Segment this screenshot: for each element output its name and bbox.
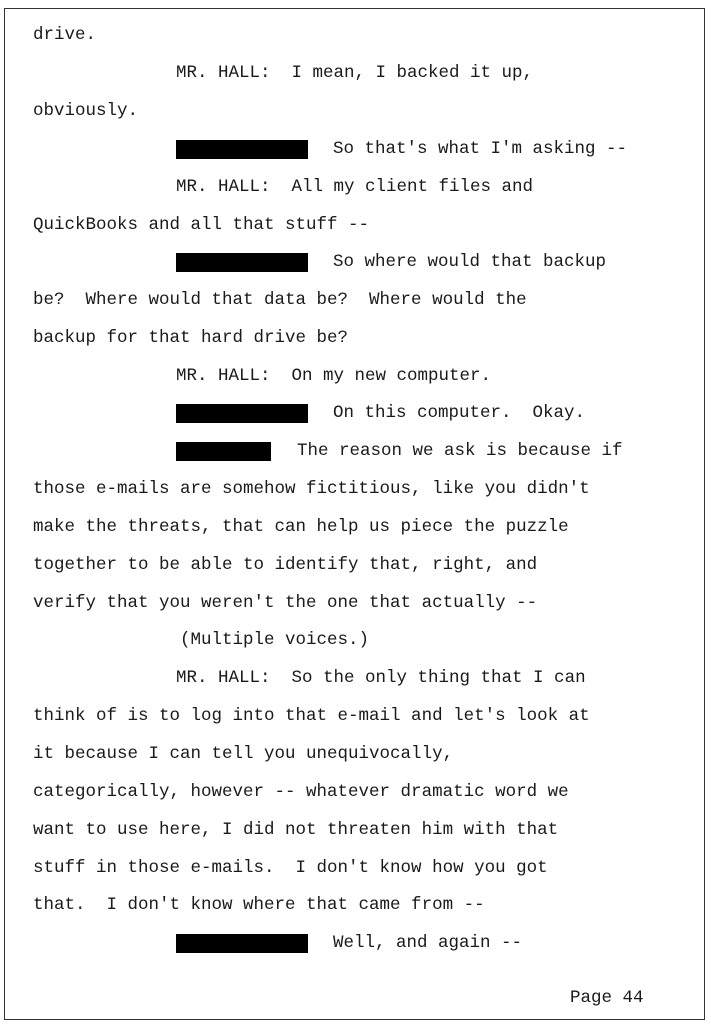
page-number: Page 44 — [570, 988, 644, 1008]
transcript-line: (Multiple voices.) — [180, 630, 370, 650]
transcript-line: together to be able to identify that, right, and — [33, 555, 538, 575]
transcript-line: that. I don't know where that came from -- — [33, 895, 485, 915]
transcript-line: backup for that hard drive be? — [33, 328, 349, 348]
transcript-line: be? Where would that data be? Where would the — [33, 290, 527, 310]
transcript-line: On this computer. Okay. — [333, 403, 586, 423]
transcript-line: MR. HALL: On my new computer. — [176, 366, 492, 386]
transcript-line: So that's what I'm asking -- — [333, 139, 628, 159]
transcript-line: The reason we ask is because if — [297, 441, 623, 461]
transcript-line: Well, and again -- — [333, 933, 523, 953]
redaction-block — [176, 934, 308, 953]
transcript-line: those e-mails are somehow fictitious, like you didn't — [33, 479, 590, 499]
transcript-line: verify that you weren't the one that actually -- — [33, 593, 538, 613]
transcript-line: make the threats, that can help us piece the puzzle — [33, 517, 569, 537]
transcript-line: MR. HALL: All my client files and — [176, 177, 534, 197]
transcript-line: categorically, however -- whatever dramatic word we — [33, 782, 569, 802]
transcript-line: obviously. — [33, 101, 139, 121]
redaction-block — [176, 253, 308, 272]
transcript-line: MR. HALL: So the only thing that I can — [176, 668, 586, 688]
transcript-line: it because I can tell you unequivocally, — [33, 744, 454, 764]
transcript-line: think of is to log into that e-mail and let's look at — [33, 706, 590, 726]
transcript-line: QuickBooks and all that stuff -- — [33, 215, 370, 235]
redaction-block — [176, 140, 308, 159]
redaction-block — [176, 442, 271, 461]
redaction-block — [176, 404, 308, 423]
transcript-line: want to use here, I did not threaten him with that — [33, 820, 559, 840]
transcript-line: stuff in those e-mails. I don't know how you got — [33, 858, 548, 878]
transcript-line: So where would that backup — [333, 252, 607, 272]
transcript-line: drive. — [33, 25, 97, 45]
transcript-page — [4, 8, 705, 1020]
transcript-line: MR. HALL: I mean, I backed it up, — [176, 63, 534, 83]
